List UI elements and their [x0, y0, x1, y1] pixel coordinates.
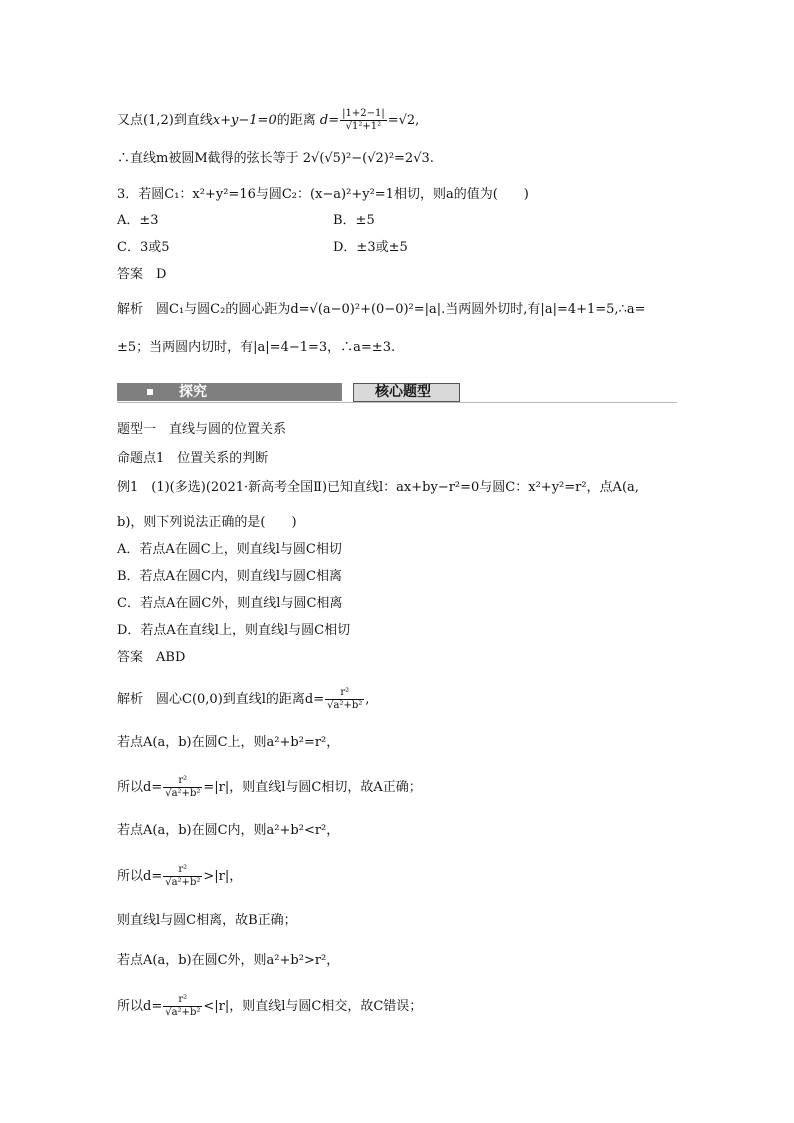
- numerator: r²: [163, 775, 202, 788]
- text: 又点(1,2)到直线: [117, 113, 213, 128]
- subtopic-heading: 命题点1 位置关系的判断: [117, 451, 269, 466]
- fraction: [340, 108, 387, 133]
- text: 所以d=: [117, 999, 163, 1014]
- example-option-d: D．若点A在直线l上，则直线l与圆C相切: [117, 623, 351, 638]
- fraction: [163, 775, 202, 800]
- text: =|r|，则直线l与圆C相切，故A正确；: [203, 780, 422, 795]
- result: =√2,: [387, 113, 420, 128]
- section-banner: [117, 381, 677, 403]
- example-option-a: A．若点A在圆C上，则直线l与圆C相切: [117, 542, 342, 557]
- analysis-3-line2: ±5；当两圆内切时，有|a|=4−1=3，∴a=±3.: [117, 340, 396, 355]
- topic-heading: 题型一 直线与圆的位置关系: [117, 422, 287, 437]
- option-d: D．±3或±5: [333, 240, 408, 255]
- banner-left-label: 探究: [179, 384, 207, 400]
- numerator: r²: [163, 864, 202, 877]
- numerator: r²: [163, 994, 202, 1007]
- banner-right-label: 核心题型: [375, 384, 431, 400]
- chord-length-line: ∴直线m被圆M截得的弦长等于 2√(√5)²−(√2)²=2√3.: [117, 151, 434, 166]
- option-a: A．±3: [117, 213, 159, 228]
- text: <|r|，则直线l与圆C相交，故C错误；: [203, 999, 423, 1014]
- banner-square-icon: [147, 389, 153, 395]
- numerator: |1+2−1|: [342, 108, 385, 119]
- answer-3: 答案 D: [117, 267, 167, 282]
- denominator: √1²+1²: [345, 121, 382, 132]
- analysis-3-line1: 解析 圆C₁与圆C₂的圆心距为d=√(a−0)²+(0−0)²=|a|.当两圆外切时,有|a|=4+1=5,∴a=: [117, 302, 646, 317]
- text: ,: [365, 692, 370, 707]
- solution-line-6: 则直线l与圆C相离，故B正确；: [117, 913, 297, 928]
- numerator: r²: [325, 687, 364, 700]
- fraction: [325, 687, 364, 712]
- denominator: √a²+b²: [327, 700, 363, 711]
- solution-line-4: 若点A(a，b)在圆C内，则a²+b²<r²，: [117, 823, 340, 838]
- answer-example-1: 答案 ABD: [117, 650, 186, 665]
- example-option-c: C．若点A在圆C外，则直线l与圆C相离: [117, 596, 343, 611]
- option-c: C．3或5: [117, 240, 170, 255]
- solution-line-1: [117, 687, 369, 712]
- text: >|r|，: [203, 869, 243, 884]
- text: 所以d=: [117, 780, 163, 795]
- fraction: [163, 864, 202, 889]
- question-3: 3．若圆C₁：x²+y²=16与圆C₂：(x−a)²+y²=1相切，则a的值为( ): [117, 187, 529, 202]
- denominator: √a²+b²: [165, 1007, 201, 1018]
- equation: x+y−1=0: [212, 113, 277, 128]
- solution-line-7: 若点A(a，b)在圆C外，则a²+b²>r²，: [117, 953, 340, 968]
- example-option-b: B．若点A在圆C内，则直线l与圆C相离: [117, 569, 342, 584]
- var-d: d=: [319, 113, 340, 128]
- denominator: √a²+b²: [165, 877, 201, 888]
- denominator: √a²+b²: [165, 788, 201, 799]
- banner-rule: [117, 402, 677, 403]
- text: 所以d=: [117, 869, 163, 884]
- distance-line: [117, 108, 419, 133]
- solution-line-3: [117, 775, 422, 800]
- solution-line-8: [117, 994, 422, 1019]
- solution-line-5: [117, 864, 242, 889]
- text: 解析 圆心C(0,0)到直线l的距离d=: [117, 692, 325, 707]
- example-1-line2: b)，则下列说法正确的是( ): [117, 515, 297, 530]
- option-b: B．±5: [333, 213, 375, 228]
- fraction: [163, 994, 202, 1019]
- text: 的距离: [276, 113, 316, 128]
- example-1-line1: 例1 (1)(多选)(2021·新高考全国Ⅱ)已知直线l：ax+by−r²=0与圆C：x²+y²=r²，点A(a,: [117, 480, 639, 495]
- solution-line-2: 若点A(a，b)在圆C上，则a²+b²=r²，: [117, 735, 340, 750]
